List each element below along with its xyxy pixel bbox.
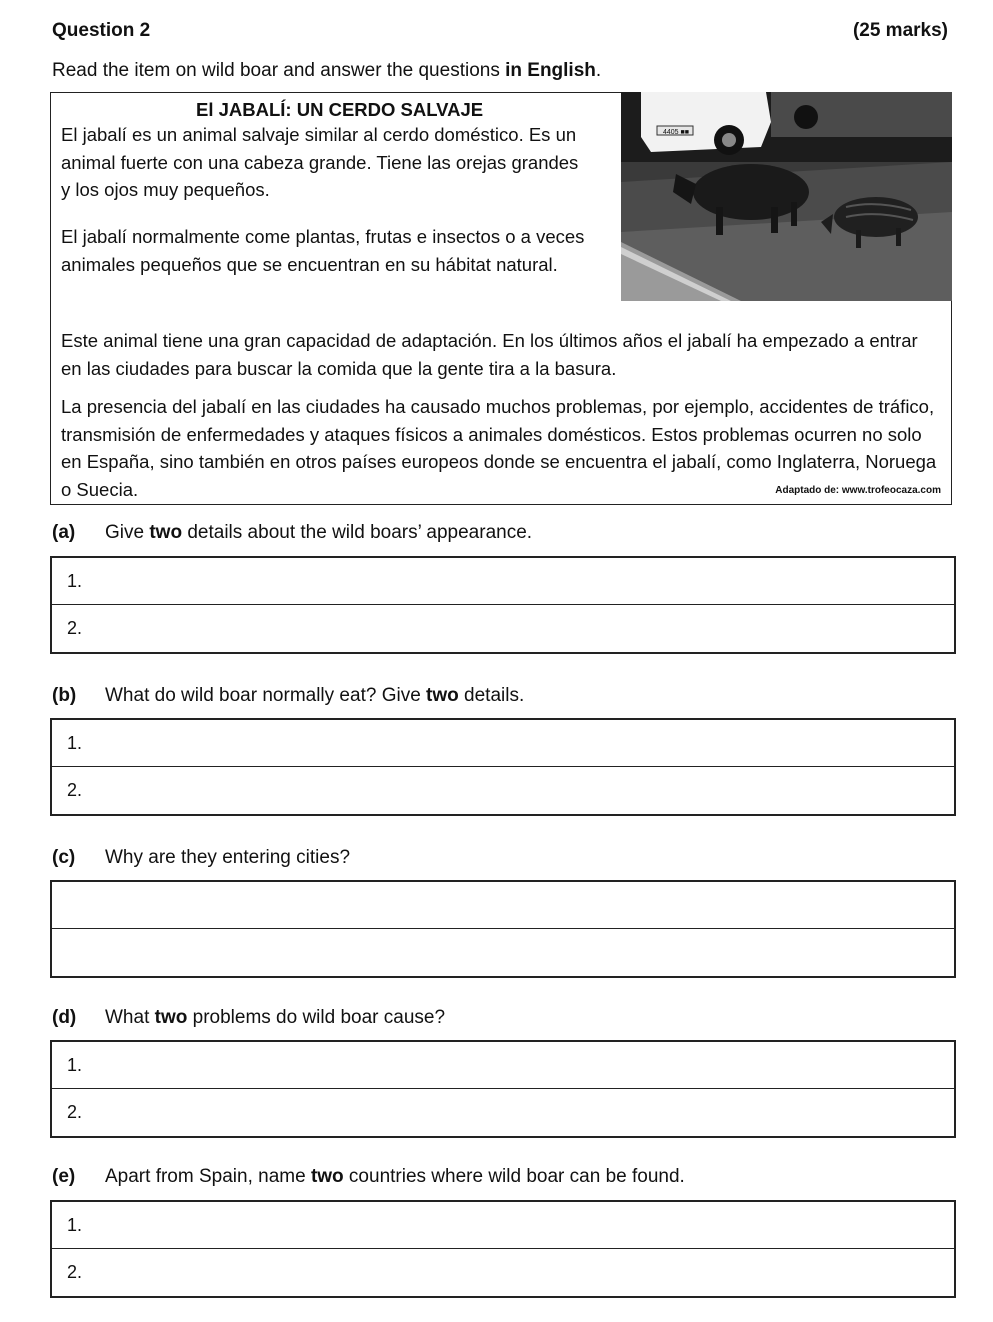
- question-header: [52, 20, 948, 42]
- question-c-letter: (c): [52, 847, 76, 868]
- answer-d-line-2[interactable]: 2.: [67, 1102, 83, 1122]
- answer-box-b: [50, 718, 956, 816]
- answer-a-line-1[interactable]: 1.: [52, 558, 954, 605]
- answer-a-line-2[interactable]: 2.: [67, 618, 83, 638]
- question-a-letter: (a): [52, 522, 76, 543]
- answer-box-c: [50, 880, 956, 978]
- car-plate: 4405 ■■: [663, 129, 689, 136]
- question-c: [52, 847, 350, 869]
- answer-e-line-1[interactable]: 1.: [52, 1202, 954, 1249]
- question-a-text-end: details about the wild boars’ appearance.: [182, 522, 533, 543]
- question-b-letter: (b): [52, 685, 77, 706]
- instruction: [52, 60, 601, 82]
- answer-box-d: [50, 1040, 956, 1138]
- question-c-text: Why are they entering cities?: [105, 847, 351, 868]
- article-paragraph-3: Este animal tiene una gran capacidad de adaptación. En los últimos años el jabalí ha empezado a entrar en las ciudades para buscar la comida que la gente tira a la basura.: [61, 330, 918, 379]
- answer-b-line-1[interactable]: 1.: [52, 720, 954, 767]
- wild-boar-photo: [621, 92, 952, 301]
- answer-c-line-1[interactable]: [52, 882, 954, 929]
- reading-article: [50, 92, 952, 505]
- article-paragraph-1: El jabalí es un animal salvaje similar al cerdo doméstico. Es un animal fuerte con una cabeza grande. Tiene las orejas grandes y los ojos muy pequeños.: [61, 124, 579, 200]
- answer-c-line-2[interactable]: [52, 929, 954, 976]
- answer-e-line-2[interactable]: 2.: [67, 1262, 83, 1282]
- answer-box-e: [50, 1200, 956, 1298]
- instruction-emphasis: in English: [505, 60, 596, 81]
- question-marks: (25 marks): [852, 20, 948, 41]
- article-source: Adaptado de: www.trofeocaza.com: [775, 485, 941, 496]
- question-d-emphasis: two: [154, 1007, 188, 1028]
- question-b-text: What do wild boar normally eat? Give: [105, 685, 427, 706]
- question-e-letter: (e): [52, 1166, 76, 1187]
- question-a-emphasis: two: [149, 522, 183, 543]
- question-d-text: What: [105, 1007, 155, 1028]
- question-b-text-end: details.: [458, 685, 525, 706]
- answer-box-a: [50, 556, 956, 654]
- article-paragraph-4: La presencia del jabalí en las ciudades ha causado muchos problemas, por ejemplo, accidentes de tráfico, transmisión de enfermedades y ataques físicos a animales domésticos. Estos problemas ocurren no solo en España, sino también en otros países europeos donde se encuentra el jabalí, como Inglaterra, Noruega o Suecia.: [61, 396, 937, 500]
- question-d: [52, 1007, 445, 1029]
- question-b: [52, 685, 524, 707]
- instruction-end: .: [595, 60, 602, 81]
- question-e-text: Apart from Spain, name: [105, 1166, 311, 1187]
- question-d-text-end: problems do wild boar cause?: [187, 1007, 446, 1028]
- question-e-text-end: countries where wild boar can be found.: [343, 1166, 685, 1187]
- question-e-emphasis: two: [310, 1166, 344, 1187]
- question-a-text: Give: [105, 522, 150, 543]
- instruction-text: Read the item on wild boar and answer the questions: [52, 60, 506, 81]
- article-paragraph-2: El jabalí normalmente come plantas, frutas e insectos o a veces animales pequeños que se encuentran en su hábitat natural.: [61, 226, 585, 275]
- question-title: Question 2: [52, 20, 151, 41]
- question-b-emphasis: two: [426, 685, 459, 706]
- answer-d-line-1[interactable]: 1.: [52, 1042, 954, 1089]
- question-e: [52, 1166, 685, 1188]
- question-a: [52, 522, 532, 544]
- answer-b-line-2[interactable]: 2.: [67, 780, 83, 800]
- article-title: El JABALÍ: UN CERDO SALVAJE: [196, 99, 484, 120]
- question-d-letter: (d): [52, 1007, 77, 1028]
